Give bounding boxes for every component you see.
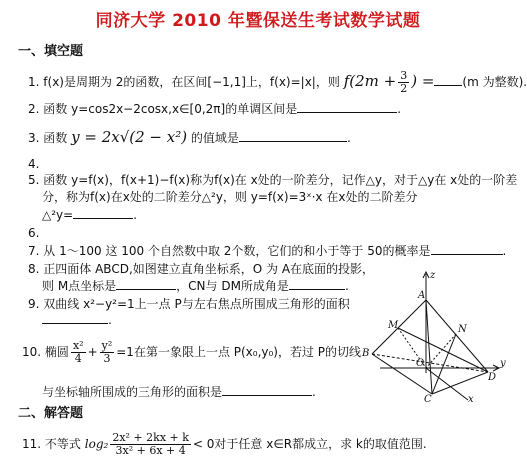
question-text: 函数 y=cos2x−2cosx,x∈[0,2π]的单调区间是 bbox=[43, 102, 298, 116]
question-number: 6. bbox=[28, 226, 40, 240]
question-text: f(x)是周期为 2的函数，在区间[−1,1]上，f(x)=|x|，则 bbox=[43, 75, 340, 89]
question-5-line-2: 分，称为f(x)在x处的二阶差分△²y，则 y=f(x)=3ˣ·x 在x处的二阶差分 bbox=[42, 190, 418, 204]
question-text: 正四面体 ABCD,如图建立直角坐标系，O 为 A在底面的投影， bbox=[43, 262, 375, 276]
tetrahedron-figure bbox=[360, 268, 510, 406]
x-axis bbox=[426, 368, 468, 400]
label-A: A bbox=[418, 290, 426, 301]
question-6 bbox=[28, 226, 39, 240]
question-number: 2. bbox=[28, 102, 40, 116]
section-heading-answer: 二、解答题 bbox=[18, 406, 84, 421]
label-M: M bbox=[388, 320, 399, 331]
question-number: 4. bbox=[28, 157, 40, 171]
question-number: 11. bbox=[22, 437, 42, 451]
question-text: △²y= bbox=[42, 208, 74, 222]
question-text: < 0对于任意 x∈R都成立，求 k的取值范围. bbox=[192, 437, 427, 451]
question-10 bbox=[22, 340, 361, 365]
answer-blank[interactable] bbox=[239, 131, 347, 142]
question-number: 7. bbox=[28, 244, 40, 258]
period: . bbox=[133, 208, 138, 222]
label-B: B bbox=[362, 348, 370, 359]
label-y: y bbox=[500, 358, 506, 369]
answer-blank[interactable] bbox=[42, 313, 108, 324]
question-4 bbox=[28, 157, 39, 171]
answer-blank[interactable] bbox=[222, 385, 312, 396]
question-text: =1在第一象限上一点 P(x₀,y₀)，若过 P的切线 bbox=[116, 345, 362, 359]
period: . bbox=[397, 102, 402, 116]
edge-CD bbox=[432, 372, 488, 394]
period: . bbox=[344, 279, 349, 293]
math-expression-end: ) = bbox=[411, 72, 435, 90]
plus-sign: + bbox=[87, 345, 98, 359]
answer-blank[interactable] bbox=[297, 102, 397, 113]
label-z: z bbox=[430, 270, 436, 281]
question-11 bbox=[22, 432, 427, 457]
question-text: ，CN与 DM所成角是 bbox=[176, 279, 289, 293]
math-expression: y = 2x√(2 − x²) bbox=[71, 128, 188, 146]
label-C: C bbox=[424, 394, 432, 405]
answer-blank[interactable] bbox=[73, 208, 133, 219]
label-D: D bbox=[488, 372, 497, 383]
question-number: 10. bbox=[22, 345, 42, 359]
label-N: N bbox=[458, 324, 467, 335]
segment-CN bbox=[432, 334, 456, 394]
period: . bbox=[502, 244, 507, 258]
question-text: 函数 bbox=[43, 131, 68, 145]
question-10-line-2 bbox=[42, 385, 316, 399]
answer-blank[interactable] bbox=[431, 244, 503, 255]
period: . bbox=[346, 131, 351, 145]
question-9 bbox=[28, 297, 350, 311]
label-x: x bbox=[468, 394, 474, 405]
question-number: 9. bbox=[28, 297, 40, 311]
question-text: 双曲线 x²−y²=1上一点 P与左右焦点所围成三角形的面积 bbox=[43, 297, 350, 311]
edge-AB bbox=[372, 300, 426, 354]
page-title: 同济大学 2010 年暨保送生考试数学试题 bbox=[95, 11, 421, 31]
section-heading-fill-in: 一、填空题 bbox=[18, 44, 84, 59]
label-O: O bbox=[416, 358, 425, 369]
question-3 bbox=[28, 130, 351, 145]
question-8-line-2 bbox=[42, 279, 349, 293]
answer-blank[interactable] bbox=[116, 279, 176, 290]
question-text-tail: 的值域是 bbox=[190, 131, 239, 145]
question-text-tail: (m 为整数). bbox=[462, 75, 527, 89]
question-9-line-2 bbox=[42, 313, 112, 327]
period: . bbox=[312, 385, 316, 399]
question-8 bbox=[28, 262, 374, 276]
fraction: $\frac{3}{2}$ bbox=[400, 69, 408, 95]
question-2 bbox=[28, 102, 401, 116]
answer-blank[interactable] bbox=[434, 75, 462, 86]
question-number: 1. bbox=[28, 75, 40, 89]
question-text: 不等式 bbox=[44, 437, 81, 451]
question-text: 函数 y=f(x)，f(x+1)−f(x)称为f(x)在 x处的一阶差分，记作△y，对于△y在 x处的一阶差 bbox=[43, 173, 518, 187]
question-5-line-3 bbox=[42, 208, 137, 222]
question-text: 椭圆 bbox=[44, 345, 69, 359]
question-text: 则 M点坐标是 bbox=[42, 279, 117, 293]
log-symbol: log₂ bbox=[84, 437, 109, 451]
edge-AC bbox=[426, 300, 432, 394]
answer-blank[interactable] bbox=[289, 279, 345, 290]
question-7 bbox=[28, 244, 506, 258]
math-expression: f(2m + bbox=[343, 72, 397, 90]
question-number: 8. bbox=[28, 262, 40, 276]
question-1 bbox=[28, 70, 527, 95]
question-5 bbox=[28, 173, 517, 187]
question-text: 与坐标轴所围成的三角形的面积是 bbox=[42, 385, 223, 399]
fraction: $\frac{\text{y²}}{3}$ bbox=[101, 339, 113, 365]
period: . bbox=[108, 313, 112, 327]
question-number: 3. bbox=[28, 131, 40, 145]
question-number: 5. bbox=[28, 173, 40, 187]
fraction: $\frac{\text{x²}}{4}$ bbox=[72, 339, 84, 365]
question-text: 从 1～100 这 100 个自然数中取 2个数，它们的和小于等于 50的概率是 bbox=[43, 244, 431, 258]
fraction: $\frac{\text{2x² + 2kx + k}}{\text{3x² + 6x + 4}}$ bbox=[112, 431, 189, 457]
edge-AD bbox=[426, 300, 488, 372]
